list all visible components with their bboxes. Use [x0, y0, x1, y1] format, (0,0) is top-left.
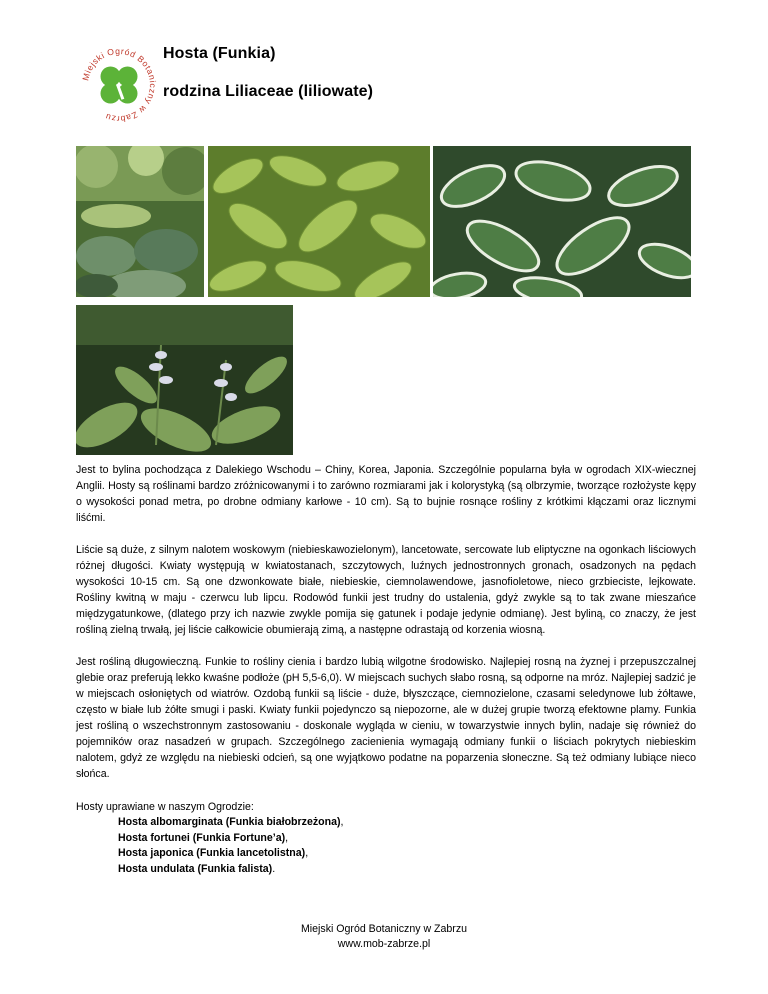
species-name: Hosta japonica (Funkia lancetolistna): [118, 847, 306, 859]
garden-logo: [74, 40, 164, 130]
hosta-flowers-photo: [76, 305, 293, 455]
hosta-albomarginata-photo: [433, 146, 691, 297]
paragraph-origin: Jest to bylina pochodząca z Dalekiego Wschodu – Chiny, Korea, Japonia. Szczególnie popularna była w ogrodach XIX-wiecznej Anglii. Hosty są roślinami bardzo zróżnicowanymi i to zarówno rozmiarami jak i kolorystyką (są olbrzymie, tworzące rozłożyste kępy o wysokości ponad metra, po drobne odmiany karłowe - 10 cm). Są to bujnie rosnące rośliny z krótkimi kłączami oraz licznymi liśćmi.: [76, 464, 696, 524]
paragraph-description: Liście są duże, z silnym nalotem woskowym (niebieskawozielonym), lancetowate, sercowate lub eliptyczne na ogonkach liściowych różnej długości. Kwiaty występują w kwiatostanach, szczytowych, luźnych jednostronnych gronach, osadzonych na pędach wysokości 10-15 cm. Są one dzwonkowate białe, niebieskie, ciemnolawendowe, jasnofioletowe, nieco grzbieciste, lejkowate. Rośliny kwitną w maju - czerwcu lub lipcu. Rodowód funkii jest trudny do ustalenia, gdyż zwykle są to tak zwane mieszańce międzygatunkowe, (dlatego przy ich nazwie zwykle pomija się gatunek i podaje jedynie odmianę). Jest byliną, co znaczy, że jest rośliną zielną trwałą, jej liście całkowicie obumierają zimą, a następne odrastają od korzenia wiosną.: [76, 544, 696, 636]
logo-text: Miejski Ogród Botaniczny w Zabrzu: [80, 45, 159, 125]
list-item: [118, 815, 343, 831]
species-separator: ,: [285, 831, 289, 844]
species-name: Hosta fortunei (Funkia Fortune’a): [118, 831, 286, 844]
species-separator: ,: [305, 847, 309, 859]
four-leaf-clover-icon: [101, 67, 138, 104]
species-name: Hosta albomarginata (Funkia białobrzeżona): [118, 816, 341, 828]
cultivated-heading: Hosty uprawiane w naszym Ogrodzie:: [76, 801, 254, 813]
hosta-garden-bed-photo: [76, 146, 204, 297]
cultivated-species-list: [118, 815, 343, 877]
list-item: [118, 862, 343, 878]
paragraph-cultivation: Jest rośliną długowieczną. Funkie to rośliny cienia i bardzo lubią wilgotne środowisko. Najlepiej rosną na żyznej i przepuszczalnej glebie oraz preferują lekko kwaśne podłoże (pH 5,5-6,0). W miejscach suchych słabo rosną, są odporne na mróz. Najlepiej sadzić je w miejscach osłoniętych od wiatrów. Ozdobą funkii są liście - duże, błyszczące, ciemnozielone, czasami seledynowe lub żółtawe, często w białe lub żółte smugi i paski. Kwiaty funkii pojedynczo są niepozorne, ale w dużej grupie tworzą efektowne plamy. Funkia jest rośliną o wszechstronnym zastosowaniu - doskonale wygląda w cieniu, w towarzystwie innych bylin, nadaje się również do pojemników oraz nasadzeń w grupach. Szczególnego zacienienia wymagają odmiany funkii o liściach pokrytych niebieskim nalotem, gdyż ze względu na niebieski odcień, są one wyjątkowo podatne na poparzenia słoneczne. Są też odmiany lubiące nieco słońca.: [76, 656, 696, 780]
species-name: Hosta undulata (Funkia falista): [118, 862, 273, 875]
species-separator: .: [272, 862, 276, 875]
species-separator: ,: [340, 816, 344, 828]
list-item: [118, 846, 343, 862]
footer-org: Miejski Ogród Botaniczny w Zabrzu: [300, 923, 468, 935]
footer-url[interactable]: www.mob-zabrze.pl: [337, 938, 431, 950]
hosta-green-leaves-photo: [208, 146, 430, 297]
family-subtitle: rodzina Liliaceae (liliowate): [163, 83, 374, 100]
page-title: Hosta (Funkia): [163, 45, 276, 62]
page-footer: [0, 922, 768, 952]
list-item: [118, 831, 343, 847]
